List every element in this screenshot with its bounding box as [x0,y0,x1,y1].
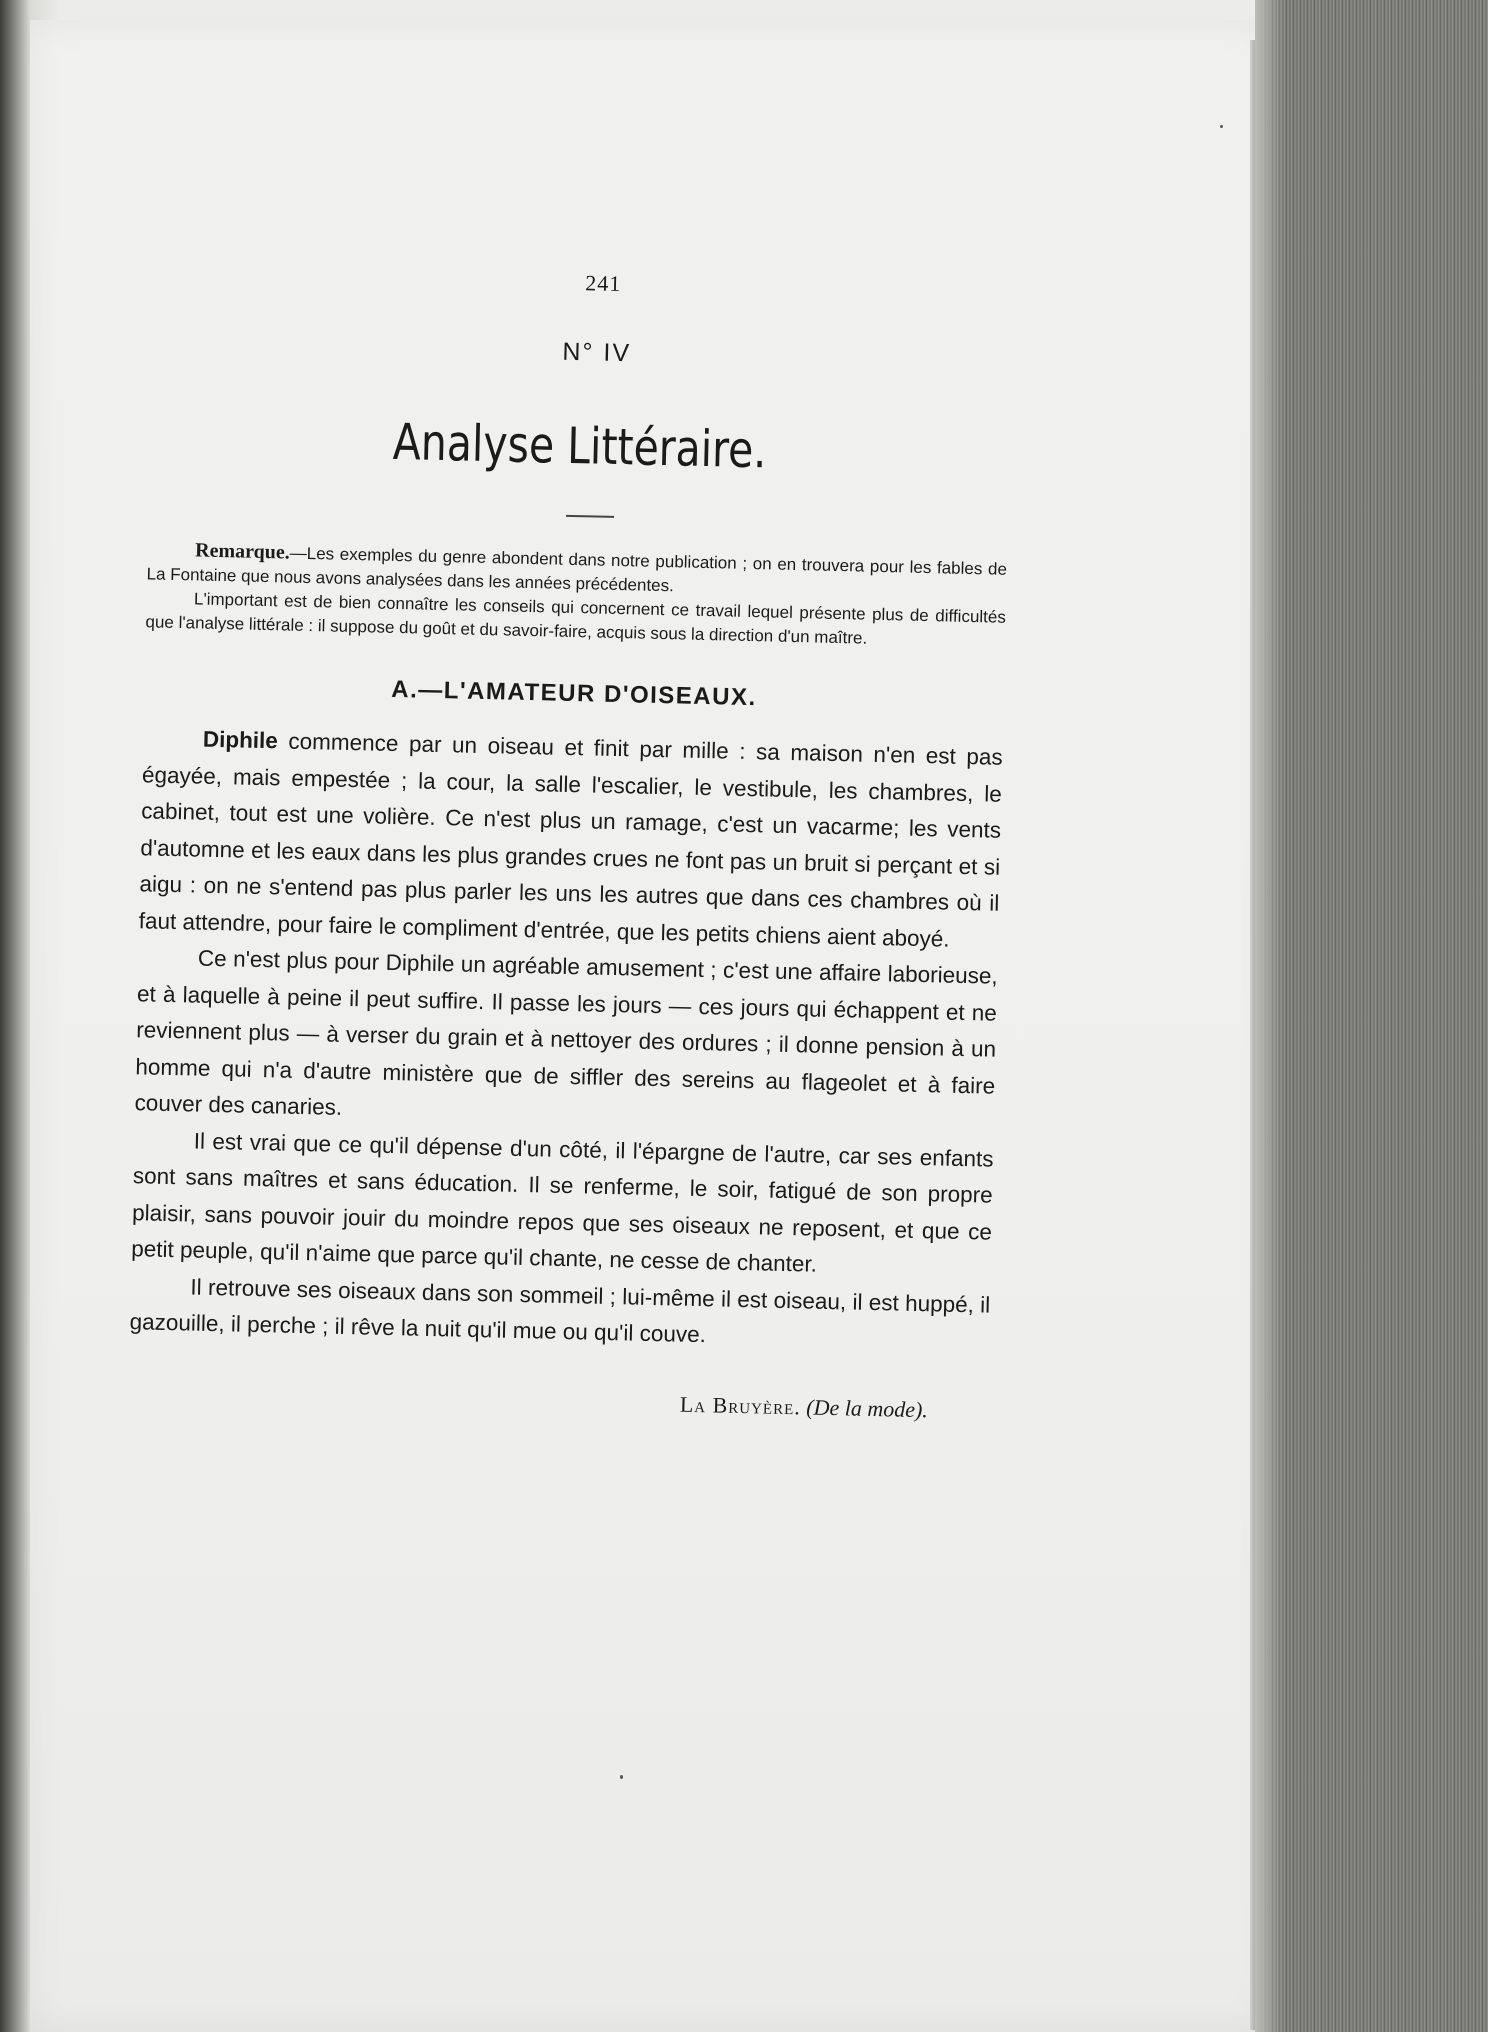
remark-block [145,537,1007,653]
extract-paragraph-3: Il est vrai que ce qu'il dépense d'un côté, il l'épargne de l'autre, car ses enfants sont sans maîtres et sans éducation. Il se renferme, le soir, fatigué de son propre plaisir, sans pouvoir jouir du moindre repos que ses oiseaux ne reposent, et que ce petit peuple, qu'il n'aime que parce qu'il chante, ne cesse de chanter. [131,1128,994,1277]
attribution-source: (De la mode). [806,1394,929,1422]
extract-heading: A.—L'AMATEUR D'OISEAUX. [390,675,757,712]
page-number: 241 [585,270,622,297]
remark-text-1: —Les exemples du genre abondent dans notre publication ; on en trouvera pour les fables de La Fontaine que nous avons analysées dans les années précédentes. [146,543,1008,596]
section-number: N° IV [562,337,632,368]
extract-paragraph-1 [138,720,1003,958]
page-title: Analyse Littéraire. [392,412,768,480]
extract-paragraph-1-rest: commence par un oiseau et finit par mille : sa maison n'en est pas égayée, mais empestée ; la cour, la salle l'escalier, le vestibule, les chambres, le cabinet, tout est une volière. Ce n'est plus un ramage, c'est un vacarme; les vents d'automne et les eaux dans les plus grandes crues ne font pas un bruit si perçant et si aigu : on ne s'entend pas plus parler les uns les autres que dans ces chambres où il faut attendre, pour faire le compliment d'entrée, que les petits chiens aient aboyé. [138,728,1003,952]
remark-label: Remarque. [194,539,291,564]
attribution-author: La Bruyère. [679,1391,802,1419]
extract-lead-word: Diphile [202,726,279,754]
paper-speck [1220,125,1223,128]
title-rule [566,515,614,518]
extract-paragraph-4: Il retrouve ses oiseaux dans son sommeil ; lui-même il est oiseau, il est huppé, il gazouille, il perche ; il rêve la nuit qu'il mue ou qu'il couve. [129,1273,991,1348]
page-content [128,260,1014,1424]
paper-speck [620,1775,623,1779]
extract-paragraph-2: Ce n'est plus pour Diphile un agréable amusement ; c'est une affaire laborieuse, et à laquelle à peine il peut suffire. Il passe les jours — ces jours qui échappent et ne reviennent plus — à verser du grain et à nettoyer des ordures ; il donne pension à un homme qui n'a d'autre ministère que de siffler des sereins au flageolet et à faire couver des canaries. [134,945,998,1120]
remark-paragraph-2: L'important est de bien connaître les conseils qui concernent ce travail lequel présente plus de difficultés que l'analyse littérale : il suppose du goût et du savoir-faire, acquis sous la direction d'un maître. [145,589,1007,648]
book-page-edges [1255,0,1488,2032]
extract-text [129,720,1003,1360]
